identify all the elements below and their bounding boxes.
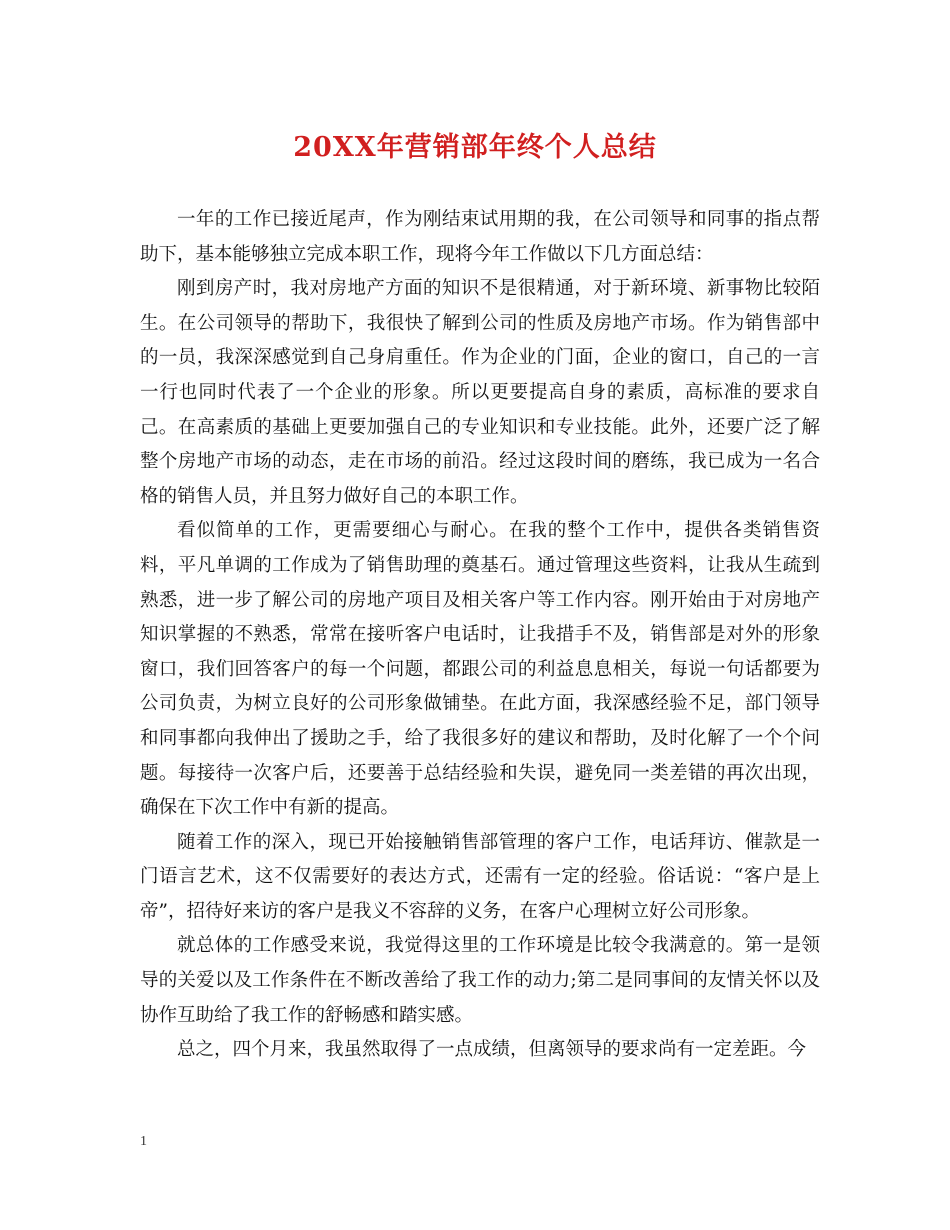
page-number: 1: [140, 1134, 147, 1149]
paragraph-intro: 一年的工作已接近尾声，作为刚结束试用期的我，在公司领导和同事的指点帮助下，基本能够独立完成本职工作，现将今年工作做以下几方面总结：: [140, 209, 820, 265]
paragraph-conclusion: 总之，四个月来，我虽然取得了一点成绩，但离领导的要求尚有一定差距。今: [177, 1039, 807, 1061]
paragraph-work-details: 看似简单的工作，更需要细心与耐心。在我的整个工作中，提供各类销售资料，平凡单调的工作成为了销售助理的奠基石。通过管理这些资料，让我从生疏到熟悉，进一步了解公司的房地产项目及相关客户等工作内容。刚开始由于对房地产知识掌握的不熟悉，常常在接听客户电话时，让我措手不及，销售部是对外的形象窗口，我们回答客户的每一个问题，都跟公司的利益息息相关，每说一句话都要为公司负责，为树立良好的公司形象做铺垫。在此方面，我深感经验不足，部门领导和同事都向我伸出了援助之手，给了我很多好的建议和帮助，及时化解了一个个问题。每接待一次客户后，还要善于总结经验和失误，避免同一类差错的再次出现，确保在下次工作中有新的提高。: [140, 520, 820, 819]
paragraph-learning: 刚到房产时，我对房地产方面的知识不是很精通，对于新环境、新事物比较陌生。在公司领导的帮助下，我很快了解到公司的性质及房地产市场。作为销售部中的一员，我深深感觉到自己身肩重任。作为企业的门面，企业的窗口，自己的一言一行也同时代表了一个企业的形象。所以更要提高自身的素质，高标准的要求自己。在高素质的基础上更要加强自己的专业知识和专业技能。此外，还要广泛了解整个房地产市场的动态，走在市场的前沿。经过这段时间的磨练，我已成为一名合格的销售人员，并且努力做好自己的本职工作。: [140, 278, 820, 507]
document-title: 20XX年营销部年终个人总结: [293, 132, 657, 163]
paragraph-client-work: 随着工作的深入，现已开始接触销售部管理的客户工作，电话拜访、催款是一门语言艺术，这不仅需要好的表达方式，还需有一定的经验。俗话说：“客户是上帝”，招待好来访的客户是我义不容辞的义务，在客户心理树立好公司形象。: [140, 831, 820, 922]
paragraph-feelings: 就总体的工作感受来说，我觉得这里的工作环境是比较令我满意的。第一是领导的关爱以及工作条件在不断改善给了我工作的动力;第二是同事间的友情关怀以及协作互助给了我工作的舒畅感和踏实感。: [140, 935, 820, 1026]
document-body: [140, 203, 820, 1068]
